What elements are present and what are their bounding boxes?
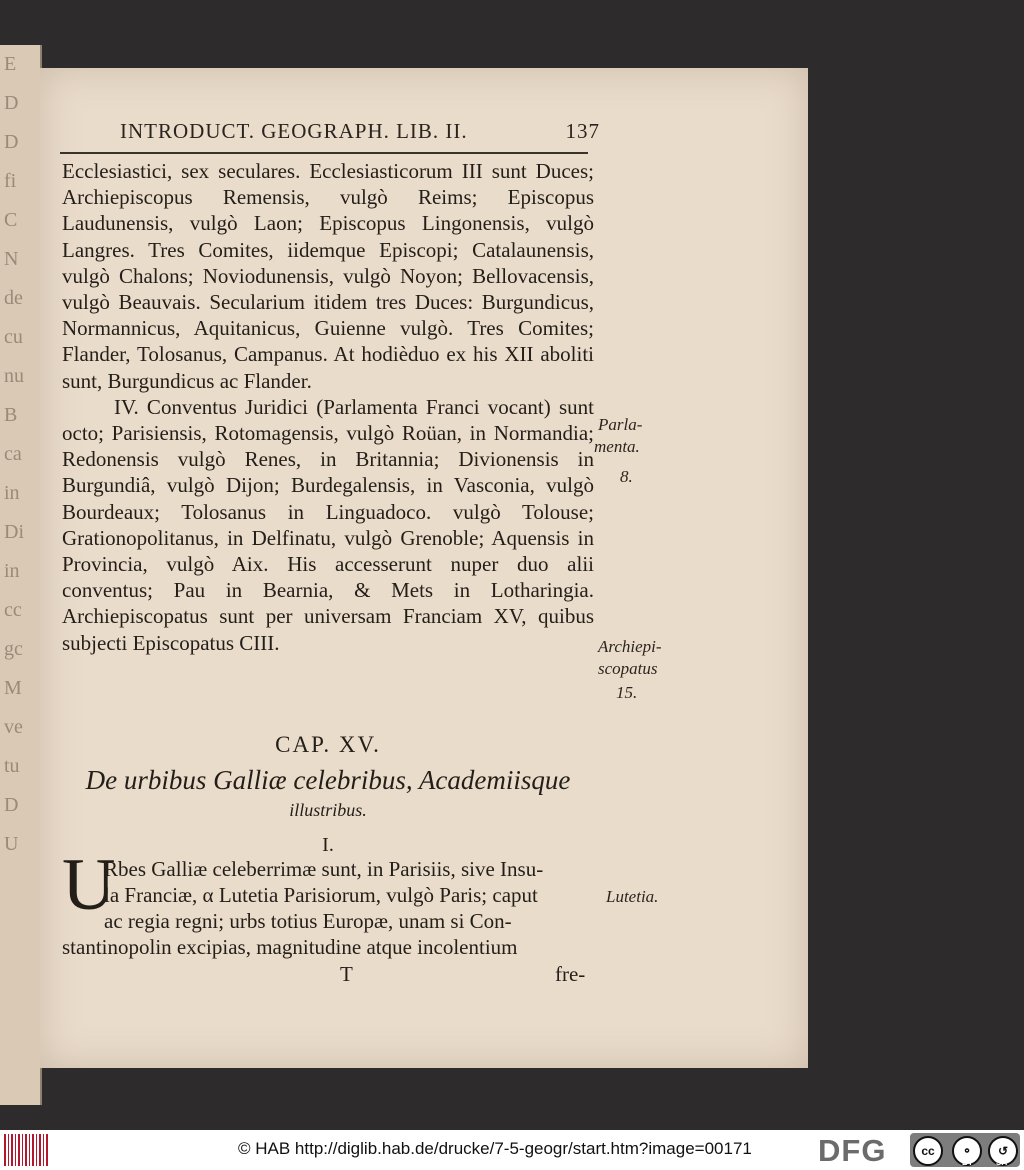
facing-page-fragment: C: [4, 209, 18, 231]
margin-note-archiepiscopatus-3: 15.: [616, 683, 638, 702]
facing-page-fragment: Di: [4, 521, 24, 543]
body-text: [62, 158, 594, 656]
footer-bar: [0, 1130, 1024, 1170]
paragraph-iv: IV. Conventus Juridici (Parlamenta Franci vocant) sunt octo; Parisiensis, Rotomagensis, vulgò Roüan, in Normandia; Redonensis vulgò Renes, in Britannia; Divionensis in Burgundiâ, vulgò Dijon; Burdegalensis, in Vasconia, vulgò Bourdeaux; Tolosanus in Linguadoco. vulgò Tolouse; Grationopolitanus, in Delfinatu, vulgò Grenoble; Aquensis in Provincia, vulgò Aix. His accesserunt nuper duo alii conventus; Pau in Bearnia, & Mets in Lotharingia. Archiepiscopatus sunt per universam Franciam XV, quibus subjecti Episcopatus CIII.: [62, 394, 594, 655]
catchword: fre-: [555, 962, 586, 986]
chapter-title: CAP. XV.: [275, 732, 381, 757]
facing-page-fragment: fi: [4, 170, 17, 192]
first-paragraph-line: ac regia regni; urbs totius Europæ, unam si Con-: [104, 909, 512, 934]
paragraph-continued: Ecclesiastici, sex seculares. Ecclesiasticorum III sunt Duces; Archiepiscopus Remensis, vulgò Reims; Episcopus Laudunensis, vulgò Laon; Episcopus Lingonensis, vulgò Langres. Tres Comites, iidemque Episcopi; Catalaunensis, vulgò Chalons; Noviodunensis, vulgò Noyon; Bellovacensis, vulgò Beauvais. Secularium itidem tres Duces: Burgundicus, Normannicus, Aquitanicus, Guienne vulgò. Tres Comites; Flander, Tolosanus, Campanus. At hodièduo ex his XII aboliti sunt, Burgundicus ac Flander.: [62, 159, 594, 393]
section-number: I.: [322, 834, 334, 856]
margin-note-archiepiscopatus: Archiepi-: [598, 637, 662, 656]
running-head-title: INTRODUCT. GEOGRAPH. LIB. II.: [120, 119, 468, 143]
facing-page-fragment: B: [4, 404, 18, 426]
facing-page-fragment: cu: [4, 326, 23, 348]
signature-mark: T: [340, 962, 353, 986]
facing-page-fragment: in: [4, 482, 20, 504]
sa-icon: ↺: [988, 1136, 1018, 1166]
margin-note-lutetia: Lutetia.: [606, 887, 659, 906]
dfg-logo: DFG: [818, 1133, 887, 1168]
sa-label: SA: [996, 1158, 1008, 1167]
facing-page-fragment: tu: [4, 755, 20, 777]
cc-icon: cc: [913, 1136, 943, 1166]
margin-note-parlamenta-3: 8.: [620, 467, 633, 486]
first-paragraph-line: Rbes Galliæ celeberrimæ sunt, in Parisiis, sive Insu-: [104, 857, 544, 881]
facing-page-fragment: U: [4, 833, 19, 855]
margin-note-parlamenta: Parla-: [598, 415, 643, 434]
facing-page-fragment: cc: [4, 599, 22, 621]
margin-note-parlamenta-2: menta.: [594, 437, 640, 456]
facing-page-fragment: ve: [4, 716, 23, 738]
chapter-subtitle: De urbibus Galliæ celebribus, Academiisque: [85, 765, 571, 795]
facing-page-fragment: D: [4, 131, 19, 153]
running-head: [120, 119, 600, 149]
margin-note-archiepiscopatus-2: scopatus: [598, 659, 658, 678]
footer-credit-link[interactable]: © HAB http://diglib.hab.de/drucke/7-5-geogr/start.htm?image=00171: [238, 1139, 752, 1158]
facing-page-fragment: M: [4, 677, 22, 699]
by-icon: ⚬: [952, 1136, 982, 1166]
facing-page-fragment: N: [4, 248, 19, 270]
head-rule: [60, 152, 588, 154]
facing-page-edge: [0, 45, 42, 1105]
facing-page-fragment: E: [4, 53, 17, 75]
page-number: 137: [565, 119, 600, 143]
chapter-subtitle-continued: illustribus.: [289, 800, 367, 820]
facing-page-fragment: gc: [4, 638, 23, 660]
first-paragraph: [104, 856, 594, 935]
facing-page-fragment: D: [4, 92, 19, 114]
facing-page-fragment: de: [4, 287, 23, 309]
hab-barcode-logo: [4, 1134, 48, 1166]
drop-cap: U: [62, 844, 116, 926]
facing-page-fragment: D: [4, 794, 19, 816]
facing-page-fragment: nu: [4, 365, 24, 387]
paragraph-last-line: stantinopolin excipias, magnitudine atque incolentium: [62, 935, 518, 959]
facing-page-fragment: in: [4, 560, 20, 582]
creative-commons-badge[interactable]: [910, 1133, 1020, 1167]
by-label: BY: [962, 1158, 974, 1167]
first-paragraph-line: la Franciæ, α Lutetia Parisiorum, vulgò Paris; caput: [104, 883, 538, 908]
facing-page-fragment: ca: [4, 443, 22, 465]
